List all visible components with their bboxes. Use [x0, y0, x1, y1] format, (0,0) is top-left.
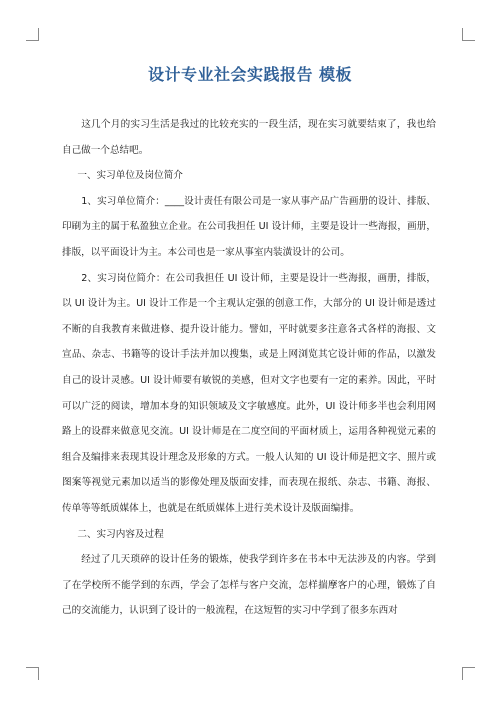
crop-mark-bottom-left — [26, 667, 39, 680]
document-title: 设计专业社会实践报告 模板 — [147, 65, 353, 84]
paragraph-company-intro: 1、实习单位简介：____设计责任有限公司是一家从事产品广告画册的设计、排版、印刷为主的属于私盈独立企业。在公司我担任 UI 设计师，主要是设计一些海报，画册，排版，以平面设计为主。本公司也是一家从事室内装潢设计的公司。 — [62, 195, 436, 258]
paragraph-position-intro: 2、实习岗位简介：在公司我担任 UI 设计师，主要是设计一些海报，画册，排版，以 UI 设计为主。UI 设计工作是一个主观认定强的创意工作，大部分的 UI 设计师是透过不断的自我教育来做进修、提升设计能力。譬如，平时就要多注意各式各样的海报、文宣品、杂志、书籍等的设计手法并加以搜集，或是上网浏览其它设计师的作品，以激发自己的设计灵感。UI 设计师要有敏锐的美感，但对文字也要有一定的素养。因此，平时可以广泛的阅读，增加本身的知识领域及文字敏感度。此外，UI 设计师多半也会利用网路上的设群来做意见交流。UI 设计师是在二度空间的平面材质上，运用各种视觉元素的组合及编排来表现其设计理念及形象的方式。一般人认知的 UI 设计师是把文字、照片或图案等视觉元素加以适当的影像处理及版面安排，而表现在报纸、杂志、书籍、海报、传单等等纸质媒体上，也就是在纸质媒体上进行美术设计及版面编排。 — [62, 272, 436, 514]
section-heading-1: 一、实习单位及岗位简介 — [77, 170, 183, 182]
paragraph-intro: 这几个月的实习生活是我过的比较充实的一段生活，现在实习就要结束了，我也给自己做一个总结吧。 — [62, 119, 436, 156]
crop-mark-top-right — [462, 28, 475, 41]
crop-mark-bottom-right — [462, 667, 475, 680]
document-body — [62, 112, 436, 624]
crop-mark-top-left — [26, 28, 39, 41]
paragraph-internship-content: 经过了几天琐碎的设计任务的锻炼，使我学到许多在书本中无法涉及的内容。学到了在学校所不能学到的东西，学会了怎样与客户交流，怎样揣摩客户的心理，锻炼了自己的交流能力，认识到了设计的一般流程，在这短暂的实习中学到了很多东西对 — [62, 554, 436, 617]
section-heading-2: 二、实习内容及过程 — [77, 528, 164, 540]
